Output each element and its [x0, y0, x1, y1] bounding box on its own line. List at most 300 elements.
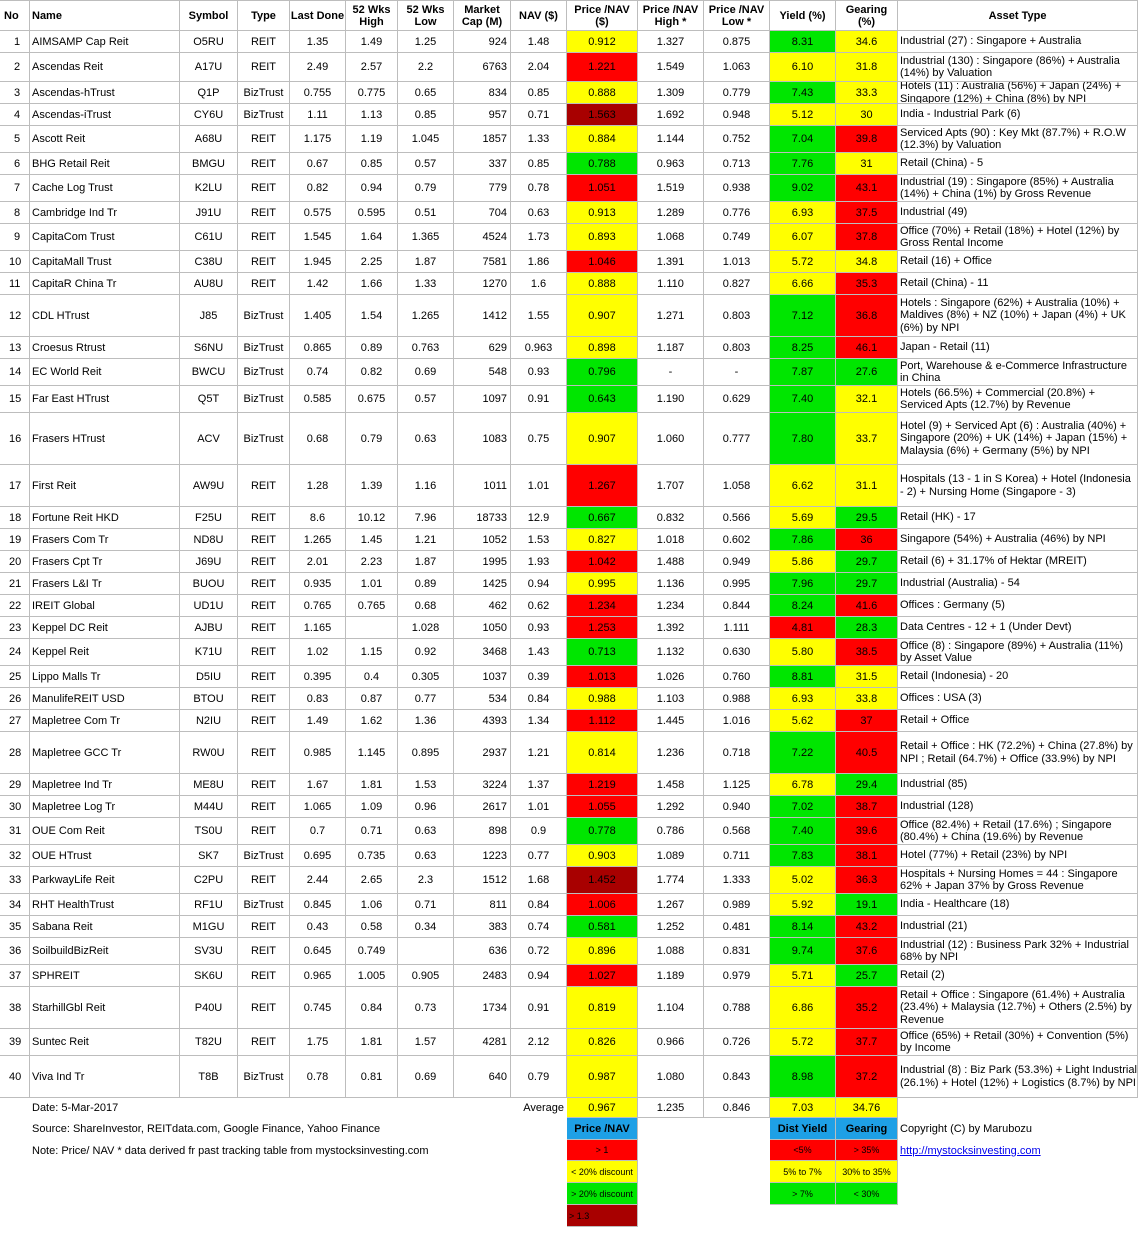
table-cell-nav: 0.91 — [511, 987, 567, 1029]
table-cell-nav: 0.72 — [511, 938, 567, 965]
table-cell-52wk-high: 0.71 — [346, 818, 398, 845]
table-cell-name: CapitaR China Tr — [30, 273, 180, 295]
table-cell-price-nav-low: 0.779 — [704, 82, 770, 104]
table-cell-price-nav: 0.995 — [567, 573, 638, 595]
average-yield: 7.03 — [770, 1098, 836, 1118]
table-cell-asset-type: Hospitals (13 - 1 in S Korea) + Hotel (Indonesia - 2) + Nursing Home (Singapore - 3) — [898, 465, 1138, 507]
table-cell-no: 23 — [0, 617, 30, 639]
table-cell-market-cap: 383 — [454, 916, 511, 938]
table-cell-no: 13 — [0, 337, 30, 359]
table-cell-last-done: 1.11 — [290, 104, 346, 126]
table-cell-nav: 0.74 — [511, 916, 567, 938]
table-cell-symbol: ME8U — [180, 774, 238, 796]
table-cell-market-cap: 640 — [454, 1056, 511, 1098]
table-cell-market-cap: 337 — [454, 153, 511, 175]
table-cell-price-nav-low: 1.111 — [704, 617, 770, 639]
table-cell-yield: 7.86 — [770, 529, 836, 551]
table-cell-last-done: 1.175 — [290, 126, 346, 153]
table-cell-name: Mapletree GCC Tr — [30, 732, 180, 774]
table-cell-yield: 7.12 — [770, 295, 836, 337]
table-cell-last-done: 1.49 — [290, 710, 346, 732]
table-cell-price-nav-low: 0.568 — [704, 818, 770, 845]
table-cell-market-cap: 462 — [454, 595, 511, 617]
legend-price-nav-premium: > 1 — [567, 1140, 638, 1161]
table-cell-price-nav: 0.893 — [567, 224, 638, 251]
table-cell-gearing: 36 — [836, 529, 898, 551]
table-cell-52wk-low: 1.87 — [398, 251, 454, 273]
table-cell-52wk-high: 1.15 — [346, 639, 398, 666]
table-cell-name: Fortune Reit HKD — [30, 507, 180, 529]
website-link[interactable]: http://mystocksinvesting.com — [900, 1144, 1041, 1157]
table-cell-price-nav-high: 0.966 — [638, 1029, 704, 1056]
table-cell-52wk-low: 0.85 — [398, 104, 454, 126]
table-cell-market-cap: 957 — [454, 104, 511, 126]
table-cell-52wk-high: 1.62 — [346, 710, 398, 732]
table-cell-52wk-low: 1.21 — [398, 529, 454, 551]
table-cell-name: SoilbuildBizReit — [30, 938, 180, 965]
table-cell-price-nav-low: 0.481 — [704, 916, 770, 938]
table-cell-name: Cache Log Trust — [30, 175, 180, 202]
table-cell-last-done: 0.765 — [290, 595, 346, 617]
table-cell-name: AIMSAMP Cap Reit — [30, 31, 180, 53]
table-cell-price-nav: 1.006 — [567, 894, 638, 916]
table-cell-gearing: 29.7 — [836, 573, 898, 595]
table-cell-yield: 8.25 — [770, 337, 836, 359]
table-cell-last-done: 0.83 — [290, 688, 346, 710]
table-cell-52wk-high: 1.81 — [346, 774, 398, 796]
table-cell-gearing: 27.6 — [836, 359, 898, 386]
table-cell-name: Ascendas-iTrust — [30, 104, 180, 126]
table-cell-market-cap: 811 — [454, 894, 511, 916]
table-cell-price-nav: 0.898 — [567, 337, 638, 359]
table-cell-price-nav: 1.452 — [567, 867, 638, 894]
table-cell-symbol: Q1P — [180, 82, 238, 104]
table-cell-52wk-low: 0.79 — [398, 175, 454, 202]
table-cell-price-nav: 0.912 — [567, 31, 638, 53]
table-cell-nav: 0.85 — [511, 153, 567, 175]
table-cell-last-done: 0.965 — [290, 965, 346, 987]
table-cell-52wk-low: 0.905 — [398, 965, 454, 987]
table-cell-price-nav-low: 0.938 — [704, 175, 770, 202]
table-cell-no: 10 — [0, 251, 30, 273]
table-cell-52wk-low — [398, 938, 454, 965]
table-cell-price-nav-low: 1.058 — [704, 465, 770, 507]
table-cell-gearing: 37.8 — [836, 224, 898, 251]
table-cell-gearing: 34.6 — [836, 31, 898, 53]
table-cell-last-done: 0.845 — [290, 894, 346, 916]
table-cell-price-nav: 0.713 — [567, 639, 638, 666]
table-cell-price-nav-low: 0.726 — [704, 1029, 770, 1056]
table-cell-52wk-high: 1.13 — [346, 104, 398, 126]
table-cell-price-nav-high: 1.692 — [638, 104, 704, 126]
table-cell-price-nav-high: 0.832 — [638, 507, 704, 529]
table-cell-gearing: 33.8 — [836, 688, 898, 710]
table-cell-market-cap: 3224 — [454, 774, 511, 796]
table-cell-price-nav-high: 1.060 — [638, 413, 704, 465]
table-cell-nav: 1.43 — [511, 639, 567, 666]
table-cell-market-cap: 1857 — [454, 126, 511, 153]
table-cell-name: ParkwayLife Reit — [30, 867, 180, 894]
table-cell-last-done: 0.985 — [290, 732, 346, 774]
table-cell-symbol: J91U — [180, 202, 238, 224]
table-cell-price-nav: 1.221 — [567, 53, 638, 82]
average-price-nav-low: 0.846 — [704, 1098, 770, 1118]
table-cell-52wk-high: 2.25 — [346, 251, 398, 273]
table-cell-name: CapitaCom Trust — [30, 224, 180, 251]
table-cell-last-done: 0.745 — [290, 987, 346, 1029]
legend-gearing-mid: 30% to 35% — [836, 1161, 898, 1183]
table-cell-name: Frasers Com Tr — [30, 529, 180, 551]
table-cell-price-nav-low: 0.566 — [704, 507, 770, 529]
table-cell-gearing: 43.1 — [836, 175, 898, 202]
table-cell-market-cap: 7581 — [454, 251, 511, 273]
table-cell-price-nav-high: 1.189 — [638, 965, 704, 987]
table-cell-asset-type: Industrial (85) — [898, 774, 1138, 796]
table-cell-name: ManulifeREIT USD — [30, 688, 180, 710]
table-cell-market-cap: 1050 — [454, 617, 511, 639]
table-cell-type: BizTrust — [238, 845, 290, 867]
table-cell-52wk-high: 1.19 — [346, 126, 398, 153]
table-cell-yield: 7.02 — [770, 796, 836, 818]
table-cell-type: REIT — [238, 175, 290, 202]
table-cell-name: StarhillGbl Reit — [30, 987, 180, 1029]
table-cell-gearing: 38.7 — [836, 796, 898, 818]
table-cell-market-cap: 2617 — [454, 796, 511, 818]
table-cell-price-nav-high: 1.271 — [638, 295, 704, 337]
table-cell-price-nav-low: 0.995 — [704, 573, 770, 595]
table-cell-price-nav-high: 1.445 — [638, 710, 704, 732]
table-cell-no: 8 — [0, 202, 30, 224]
table-cell-type: BizTrust — [238, 386, 290, 413]
table-cell-symbol: N2IU — [180, 710, 238, 732]
table-cell-price-nav: 0.903 — [567, 845, 638, 867]
table-cell-price-nav-low: 0.843 — [704, 1056, 770, 1098]
table-cell-type: REIT — [238, 965, 290, 987]
table-cell-52wk-high: 1.01 — [346, 573, 398, 595]
table-cell-gearing: 35.3 — [836, 273, 898, 295]
table-cell-asset-type: Industrial (21) — [898, 916, 1138, 938]
table-cell-52wk-low: 0.92 — [398, 639, 454, 666]
table-cell-gearing: 37.6 — [836, 938, 898, 965]
table-cell-asset-type: Industrial (128) — [898, 796, 1138, 818]
table-cell-type: REIT — [238, 710, 290, 732]
table-cell-price-nav: 0.819 — [567, 987, 638, 1029]
table-cell-price-nav: 0.907 — [567, 295, 638, 337]
table-cell-type: BizTrust — [238, 894, 290, 916]
table-cell-symbol: AJBU — [180, 617, 238, 639]
table-cell-52wk-high: 1.09 — [346, 796, 398, 818]
table-cell-price-nav-high: 1.144 — [638, 126, 704, 153]
table-cell-asset-type: Retail (16) + Office — [898, 251, 1138, 273]
table-cell-type: REIT — [238, 465, 290, 507]
table-cell-symbol: RF1U — [180, 894, 238, 916]
table-cell-52wk-low: 0.34 — [398, 916, 454, 938]
table-cell-52wk-low: 0.77 — [398, 688, 454, 710]
legend-yield-low: <5% — [770, 1140, 836, 1161]
column-header-nav: NAV ($) — [511, 0, 567, 31]
table-cell-symbol: UD1U — [180, 595, 238, 617]
table-cell-no: 12 — [0, 295, 30, 337]
table-cell-52wk-high: 1.005 — [346, 965, 398, 987]
table-cell-no: 31 — [0, 818, 30, 845]
table-cell-yield: 6.07 — [770, 224, 836, 251]
table-cell-type: BizTrust — [238, 104, 290, 126]
table-cell-52wk-low: 0.73 — [398, 987, 454, 1029]
table-cell-price-nav: 1.267 — [567, 465, 638, 507]
table-cell-price-nav-high: 1.068 — [638, 224, 704, 251]
table-cell-yield: 8.14 — [770, 916, 836, 938]
table-cell-type: REIT — [238, 688, 290, 710]
table-cell-52wk-high: 2.57 — [346, 53, 398, 82]
table-cell-market-cap: 1037 — [454, 666, 511, 688]
table-cell-nav: 12.9 — [511, 507, 567, 529]
table-cell-last-done: 1.02 — [290, 639, 346, 666]
table-cell-gearing: 36.8 — [836, 295, 898, 337]
table-cell-no: 24 — [0, 639, 30, 666]
table-cell-52wk-high: 0.775 — [346, 82, 398, 104]
legend-gearing-title: Gearing — [836, 1118, 898, 1140]
table-cell-gearing: 37.5 — [836, 202, 898, 224]
table-cell-no: 40 — [0, 1056, 30, 1098]
table-cell-market-cap: 2483 — [454, 965, 511, 987]
copyright-text: Copyright (C) by Marubozu — [900, 1123, 1033, 1135]
table-cell-market-cap: 898 — [454, 818, 511, 845]
table-cell-gearing: 34.8 — [836, 251, 898, 273]
table-cell-yield: 7.76 — [770, 153, 836, 175]
table-cell-price-nav: 0.796 — [567, 359, 638, 386]
table-cell-52wk-low: 0.63 — [398, 818, 454, 845]
table-cell-price-nav-low: 0.979 — [704, 965, 770, 987]
legend-yield-mid: 5% to 7% — [770, 1161, 836, 1183]
table-cell-type: BizTrust — [238, 359, 290, 386]
table-cell-price-nav-high: 1.327 — [638, 31, 704, 53]
table-cell-no: 26 — [0, 688, 30, 710]
table-cell-52wk-high: 2.65 — [346, 867, 398, 894]
table-cell-symbol: Q5T — [180, 386, 238, 413]
table-cell-symbol: BWCU — [180, 359, 238, 386]
table-cell-price-nav-high: 1.392 — [638, 617, 704, 639]
table-cell-price-nav-low: 0.989 — [704, 894, 770, 916]
table-cell-52wk-high: 0.595 — [346, 202, 398, 224]
table-cell-last-done: 0.645 — [290, 938, 346, 965]
table-cell-asset-type: Retail + Office — [898, 710, 1138, 732]
table-cell-no: 28 — [0, 732, 30, 774]
table-cell-market-cap: 6763 — [454, 53, 511, 82]
table-cell-type: REIT — [238, 987, 290, 1029]
column-header-yield: Yield (%) — [770, 0, 836, 31]
table-cell-last-done: 0.78 — [290, 1056, 346, 1098]
table-cell-asset-type: Hospitals + Nursing Homes = 44 : Singapore 62% + Japan 37% by Gross Revenue — [898, 867, 1138, 894]
table-cell-price-nav-high: 1.289 — [638, 202, 704, 224]
table-cell-price-nav-low: 0.629 — [704, 386, 770, 413]
average-price-nav-high: 1.235 — [638, 1098, 704, 1118]
table-cell-asset-type: Hotel (9) + Serviced Apt (6) : Australia (40%) + Singapore (20%) + UK (14%) + Japan (15%) + Malaysia (6%) + Germany (5%) by NPI — [898, 413, 1138, 465]
table-cell-yield: 7.83 — [770, 845, 836, 867]
table-cell-name: Suntec Reit — [30, 1029, 180, 1056]
table-cell-nav: 0.91 — [511, 386, 567, 413]
table-cell-symbol: SK6U — [180, 965, 238, 987]
table-cell-gearing: 31.1 — [836, 465, 898, 507]
table-cell-52wk-low: 0.57 — [398, 386, 454, 413]
table-cell-52wk-high: 0.675 — [346, 386, 398, 413]
table-cell-market-cap: 834 — [454, 82, 511, 104]
table-cell-52wk-high: 1.49 — [346, 31, 398, 53]
table-cell-name: Cambridge Ind Tr — [30, 202, 180, 224]
table-cell-price-nav: 0.778 — [567, 818, 638, 845]
table-cell-asset-type: Industrial (8) : Biz Park (53.3%) + Light Industrial (26.1%) + Hotel (12%) + Logistics (8.7%) by NPI — [898, 1056, 1138, 1098]
table-cell-symbol: M44U — [180, 796, 238, 818]
table-cell-asset-type: Offices : USA (3) — [898, 688, 1138, 710]
table-cell-name: First Reit — [30, 465, 180, 507]
table-cell-asset-type: Industrial (19) : Singapore (85%) + Australia (14%) + China (1%) by Gross Revenue — [898, 175, 1138, 202]
table-cell-nav: 1.6 — [511, 273, 567, 295]
table-cell-price-nav-low: 0.602 — [704, 529, 770, 551]
table-cell-asset-type: Singapore (54%) + Australia (46%) by NPI — [898, 529, 1138, 551]
table-cell-last-done: 0.7 — [290, 818, 346, 845]
table-cell-last-done: 1.28 — [290, 465, 346, 507]
table-cell-name: Lippo Malls Tr — [30, 666, 180, 688]
table-cell-last-done: 1.35 — [290, 31, 346, 53]
table-cell-52wk-high: 0.89 — [346, 337, 398, 359]
table-cell-price-nav-high: 1.132 — [638, 639, 704, 666]
table-cell-52wk-high: 0.87 — [346, 688, 398, 710]
table-cell-type: REIT — [238, 251, 290, 273]
table-cell-gearing: 29.5 — [836, 507, 898, 529]
table-cell-price-nav: 0.988 — [567, 688, 638, 710]
table-cell-price-nav: 0.884 — [567, 126, 638, 153]
table-cell-price-nav-high: 1.088 — [638, 938, 704, 965]
table-cell-no: 14 — [0, 359, 30, 386]
table-cell-gearing: 37 — [836, 710, 898, 732]
table-cell-price-nav-high: 1.236 — [638, 732, 704, 774]
table-cell-price-nav-low: 0.949 — [704, 551, 770, 573]
table-cell-price-nav-low: 1.063 — [704, 53, 770, 82]
table-cell-price-nav-low: 1.016 — [704, 710, 770, 732]
table-cell-market-cap: 1270 — [454, 273, 511, 295]
table-cell-price-nav-low: 1.013 — [704, 251, 770, 273]
table-cell-52wk-low: 0.69 — [398, 1056, 454, 1098]
table-cell-symbol: CY6U — [180, 104, 238, 126]
tracking-note: Note: Price/ NAV * data derived fr past tracking table from mystocksinvesting.com — [32, 1144, 429, 1157]
table-cell-52wk-low: 0.63 — [398, 413, 454, 465]
table-cell-market-cap: 4281 — [454, 1029, 511, 1056]
legend-price-nav-title: Price /NAV — [567, 1118, 638, 1140]
table-cell-type: REIT — [238, 31, 290, 53]
table-cell-name: BHG Retail Reit — [30, 153, 180, 175]
table-cell-no: 2 — [0, 53, 30, 82]
table-cell-asset-type: Port, Warehouse & e-Commerce Infrastructure in China — [898, 359, 1138, 386]
table-cell-type: REIT — [238, 595, 290, 617]
table-cell-asset-type: Office (82.4%) + Retail (17.6%) ; Singapore (80.4%) + China (19.6%) by Revenue — [898, 818, 1138, 845]
table-cell-symbol: C38U — [180, 251, 238, 273]
table-cell-price-nav: 1.219 — [567, 774, 638, 796]
table-cell-price-nav-high: 1.309 — [638, 82, 704, 104]
table-cell-market-cap: 1097 — [454, 386, 511, 413]
table-cell-market-cap: 629 — [454, 337, 511, 359]
table-cell-price-nav-high: 1.103 — [638, 688, 704, 710]
table-cell-price-nav-low: - — [704, 359, 770, 386]
table-cell-price-nav-low: 0.713 — [704, 153, 770, 175]
table-cell-last-done: 0.935 — [290, 573, 346, 595]
table-cell-market-cap: 1734 — [454, 987, 511, 1029]
table-cell-nav: 1.86 — [511, 251, 567, 273]
table-cell-52wk-low: 0.65 — [398, 82, 454, 104]
table-cell-market-cap: 924 — [454, 31, 511, 53]
table-cell-price-nav-high: 1.391 — [638, 251, 704, 273]
table-cell-symbol: K2LU — [180, 175, 238, 202]
table-cell-symbol: AW9U — [180, 465, 238, 507]
table-cell-asset-type: Retail (6) + 31.17% of Hektar (MREIT) — [898, 551, 1138, 573]
table-cell-nav: 0.963 — [511, 337, 567, 359]
table-cell-name: Ascendas Reit — [30, 53, 180, 82]
table-cell-last-done: 1.545 — [290, 224, 346, 251]
table-cell-type: BizTrust — [238, 295, 290, 337]
table-cell-asset-type: India - Industrial Park (6) — [898, 104, 1138, 126]
table-cell-name: Mapletree Log Tr — [30, 796, 180, 818]
table-cell-asset-type: Retail (China) - 5 — [898, 153, 1138, 175]
table-cell-asset-type: Hotels (66.5%) + Commercial (20.8%) + Serviced Apts (12.7%) by Revenue — [898, 386, 1138, 413]
table-cell-yield: 5.02 — [770, 867, 836, 894]
table-cell-market-cap: 1512 — [454, 867, 511, 894]
table-cell-price-nav-high: 1.190 — [638, 386, 704, 413]
table-cell-market-cap: 2937 — [454, 732, 511, 774]
table-cell-nav: 1.93 — [511, 551, 567, 573]
table-cell-52wk-low: 1.365 — [398, 224, 454, 251]
table-cell-nav: 0.77 — [511, 845, 567, 867]
table-cell-52wk-high: 1.06 — [346, 894, 398, 916]
table-cell-price-nav: 1.051 — [567, 175, 638, 202]
table-cell-asset-type: Data Centres - 12 + 1 (Under Devt) — [898, 617, 1138, 639]
legend-price-nav-small-discount: < 20% discount — [567, 1161, 638, 1183]
table-cell-asset-type: Retail + Office : HK (72.2%) + China (27.8%) by NPI ; Retail (64.7%) + Office (33.9%) by NPI — [898, 732, 1138, 774]
table-cell-market-cap: 1052 — [454, 529, 511, 551]
table-cell-no: 39 — [0, 1029, 30, 1056]
table-cell-gearing: 37.2 — [836, 1056, 898, 1098]
table-cell-price-nav: 0.667 — [567, 507, 638, 529]
column-header-no: No — [0, 0, 30, 31]
table-cell-nav: 1.21 — [511, 732, 567, 774]
table-cell-market-cap: 18733 — [454, 507, 511, 529]
table-cell-name: CDL HTrust — [30, 295, 180, 337]
table-cell-yield: 5.80 — [770, 639, 836, 666]
table-cell-nav: 0.84 — [511, 688, 567, 710]
table-cell-price-nav-high: 1.458 — [638, 774, 704, 796]
table-cell-52wk-low: 1.045 — [398, 126, 454, 153]
table-cell-yield: 5.69 — [770, 507, 836, 529]
table-cell-yield: 8.81 — [770, 666, 836, 688]
table-cell-yield: 5.62 — [770, 710, 836, 732]
table-cell-52wk-high: 1.45 — [346, 529, 398, 551]
table-cell-type: REIT — [238, 938, 290, 965]
table-cell-price-nav: 0.896 — [567, 938, 638, 965]
table-cell-yield: 7.04 — [770, 126, 836, 153]
table-cell-yield: 7.80 — [770, 413, 836, 465]
table-cell-52wk-low: 1.53 — [398, 774, 454, 796]
table-cell-price-nav-low: 0.844 — [704, 595, 770, 617]
table-cell-nav: 0.79 — [511, 1056, 567, 1098]
table-cell-52wk-high: 0.735 — [346, 845, 398, 867]
legend-yield-title: Dist Yield — [770, 1118, 836, 1140]
table-cell-no: 27 — [0, 710, 30, 732]
table-cell-52wk-low: 1.33 — [398, 273, 454, 295]
table-cell-52wk-low: 1.87 — [398, 551, 454, 573]
table-cell-52wk-low: 1.36 — [398, 710, 454, 732]
table-cell-market-cap: 3468 — [454, 639, 511, 666]
table-cell-market-cap: 4524 — [454, 224, 511, 251]
table-cell-asset-type: Retail (China) - 11 — [898, 273, 1138, 295]
table-cell-price-nav-low: 0.711 — [704, 845, 770, 867]
table-cell-52wk-low: 2.3 — [398, 867, 454, 894]
